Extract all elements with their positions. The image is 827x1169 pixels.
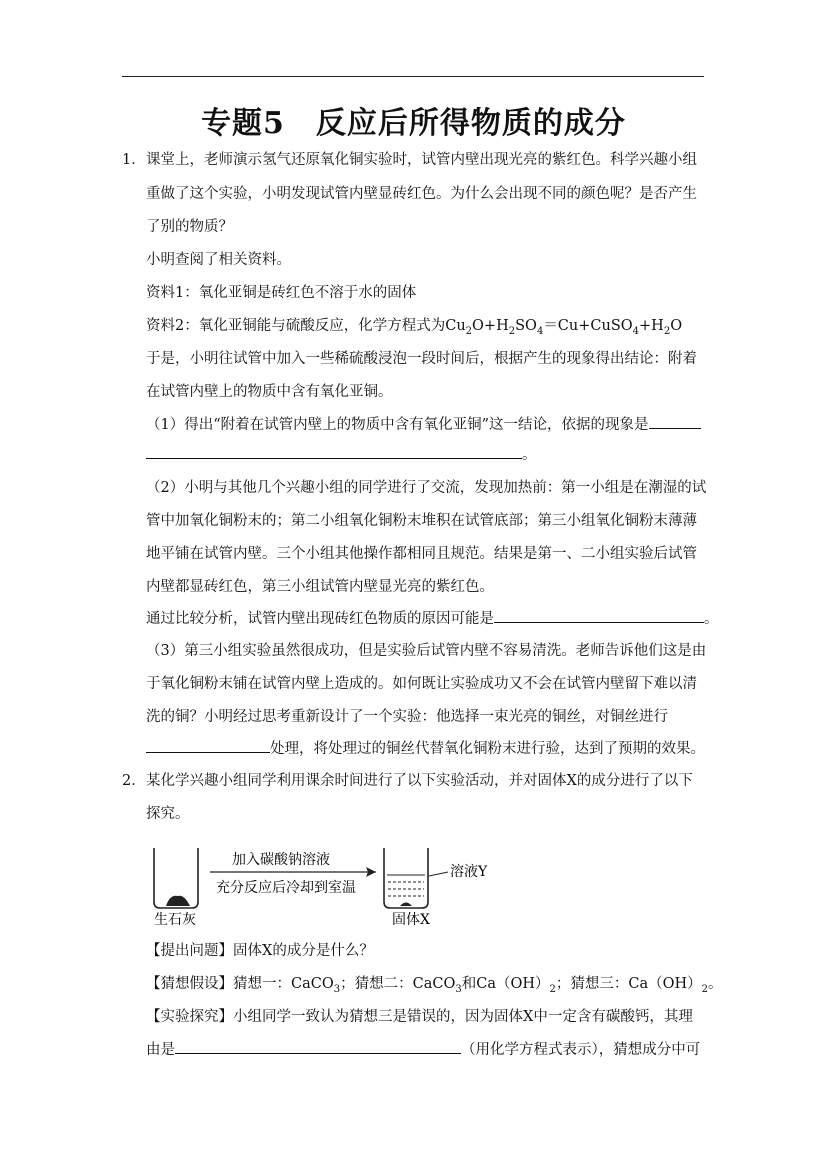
answer-blank-4[interactable]: [175, 1039, 461, 1054]
header-rule: [122, 76, 704, 77]
q1-stem-line-4: 小明查阅了相关资料。: [146, 252, 291, 268]
answer-blank-3[interactable]: [146, 738, 270, 753]
q1-stem-line-3: 了别的物质？: [146, 219, 233, 235]
q1-part-3-line-2: 于氧化铜粉末铺在试管内壁上造成的。如何既让实验成功又不会在试管内壁留下难以清: [146, 676, 697, 692]
q2-stem-line-2: 探究。: [146, 806, 190, 822]
question-1-number: 1．: [122, 152, 146, 168]
q1-part-2-line-3: 地平铺在试管内壁。三个小组其他操作都相同且规范。结果是第一、二小组实验后试管: [146, 546, 697, 562]
quicklime-solid-icon: [166, 896, 190, 906]
answer-blank-1a[interactable]: [649, 414, 701, 429]
q2-explore-line-1: 【实验探究】小组同学一致认为猜想三是错误的，因为固体X中一定含有碳酸钙，其理: [146, 1009, 693, 1025]
q1-after-line-1: 于是，小明往试管中加入一些稀硫酸浸泡一段时间后，根据产生的现象得出结论：附着: [146, 351, 697, 367]
answer-blank-1b[interactable]: [146, 444, 522, 459]
q1-part-2-line-1: （2）小明与其他几个兴趣小组的同学进行了交流，发现加热前：第一小组是在潮湿的试: [146, 480, 707, 496]
q1-part-3-line-4: 处理，将处理过的铜丝代替氧化铜粉末进行验，达到了预期的效果。: [146, 738, 705, 759]
q1-after-line-2: 在试管内壁上的物质中含有氧化亚铜。: [146, 384, 393, 400]
right-beaker-icon: [384, 848, 428, 908]
solid-x-icon: [400, 903, 412, 907]
left-label: 生石灰: [154, 912, 196, 927]
page-title: 专题5 反应后所得物质的成分: [201, 106, 626, 141]
q1-stem-line-2: 重做了这个实验，小明发现试管内壁显砖红色。为什么会出现不同的颜色呢？是否产生: [146, 186, 697, 202]
q2-question: 【提出问题】固体X的成分是什么？: [146, 943, 374, 959]
experiment-diagram: [148, 842, 508, 927]
chemical-equation: $Cu_2O+H_2SO_4=Cu+CuSO_4+H_2O$: [445, 318, 683, 337]
right-label: 固体X: [392, 912, 430, 927]
q1-part-2-line-2: 管中加氧化铜粉末的；第二小组氧化铜粉末堆积在试管底部；第三小组氧化铜粉末薄薄: [146, 513, 697, 529]
q1-part-1: （1）得出“附着在试管内壁上的物质中含有氧化亚铜”这一结论，依据的现象是: [146, 414, 701, 435]
answer-blank-2[interactable]: [494, 608, 704, 623]
solution-pointer: [429, 872, 448, 876]
arrow-bottom-label: 充分反应后冷却到室温: [216, 880, 356, 896]
q1-reference-2: 资料2：氧化亚铜能与硫酸反应，化学方程式为$Cu_2O+H_2SO_4=Cu+CuSO_4+H_2O$: [146, 318, 683, 337]
arrow-top-label: 加入碳酸钠溶液: [232, 852, 330, 868]
q1-part-3-line-3: 洗的铜？小明经过思考重新设计了一个实验：他选择一束光亮的铜丝，对铜丝进行: [146, 709, 668, 725]
q2-explore-line-2: 由是 （用化学方程式表示），猜想成分中可: [146, 1039, 700, 1060]
q1-stem-line-1: 课堂上，老师演示氢气还原氧化铜实验时，试管内壁出现光亮的紫红色。科学兴趣小组: [146, 152, 697, 168]
question-2-number: 2．: [122, 773, 146, 789]
q1-part-3-line-1: （3）第三小组实验虽然很成功，但是实验后试管内壁不容易清洗。老师告诉他们这是由: [146, 643, 707, 659]
q2-hypothesis: 【猜想假设】猜想一：CaCO$_3$；猜想二：CaCO$_3$和$Ca(OH)_2$；猜想三：$Ca(OH)_2$。: [146, 976, 723, 995]
q1-part-2-question: 通过比较分析，试管内壁出现砖红色物质的原因可能是 。: [146, 608, 719, 629]
solution-label: 溶液Y: [450, 864, 488, 880]
q1-part-1-cont: 。: [146, 444, 537, 465]
q1-part-2-line-4: 内壁都显砖红色，第三小组试管内壁显光亮的紫红色。: [146, 579, 494, 595]
q1-reference-1: 资料1：氧化亚铜是砖红色不溶于水的固体: [146, 285, 417, 301]
q2-stem-line-1: 某化学兴趣小组同学利用课余时间进行了以下实验活动，并对固体X的成分进行了以下: [146, 773, 693, 789]
